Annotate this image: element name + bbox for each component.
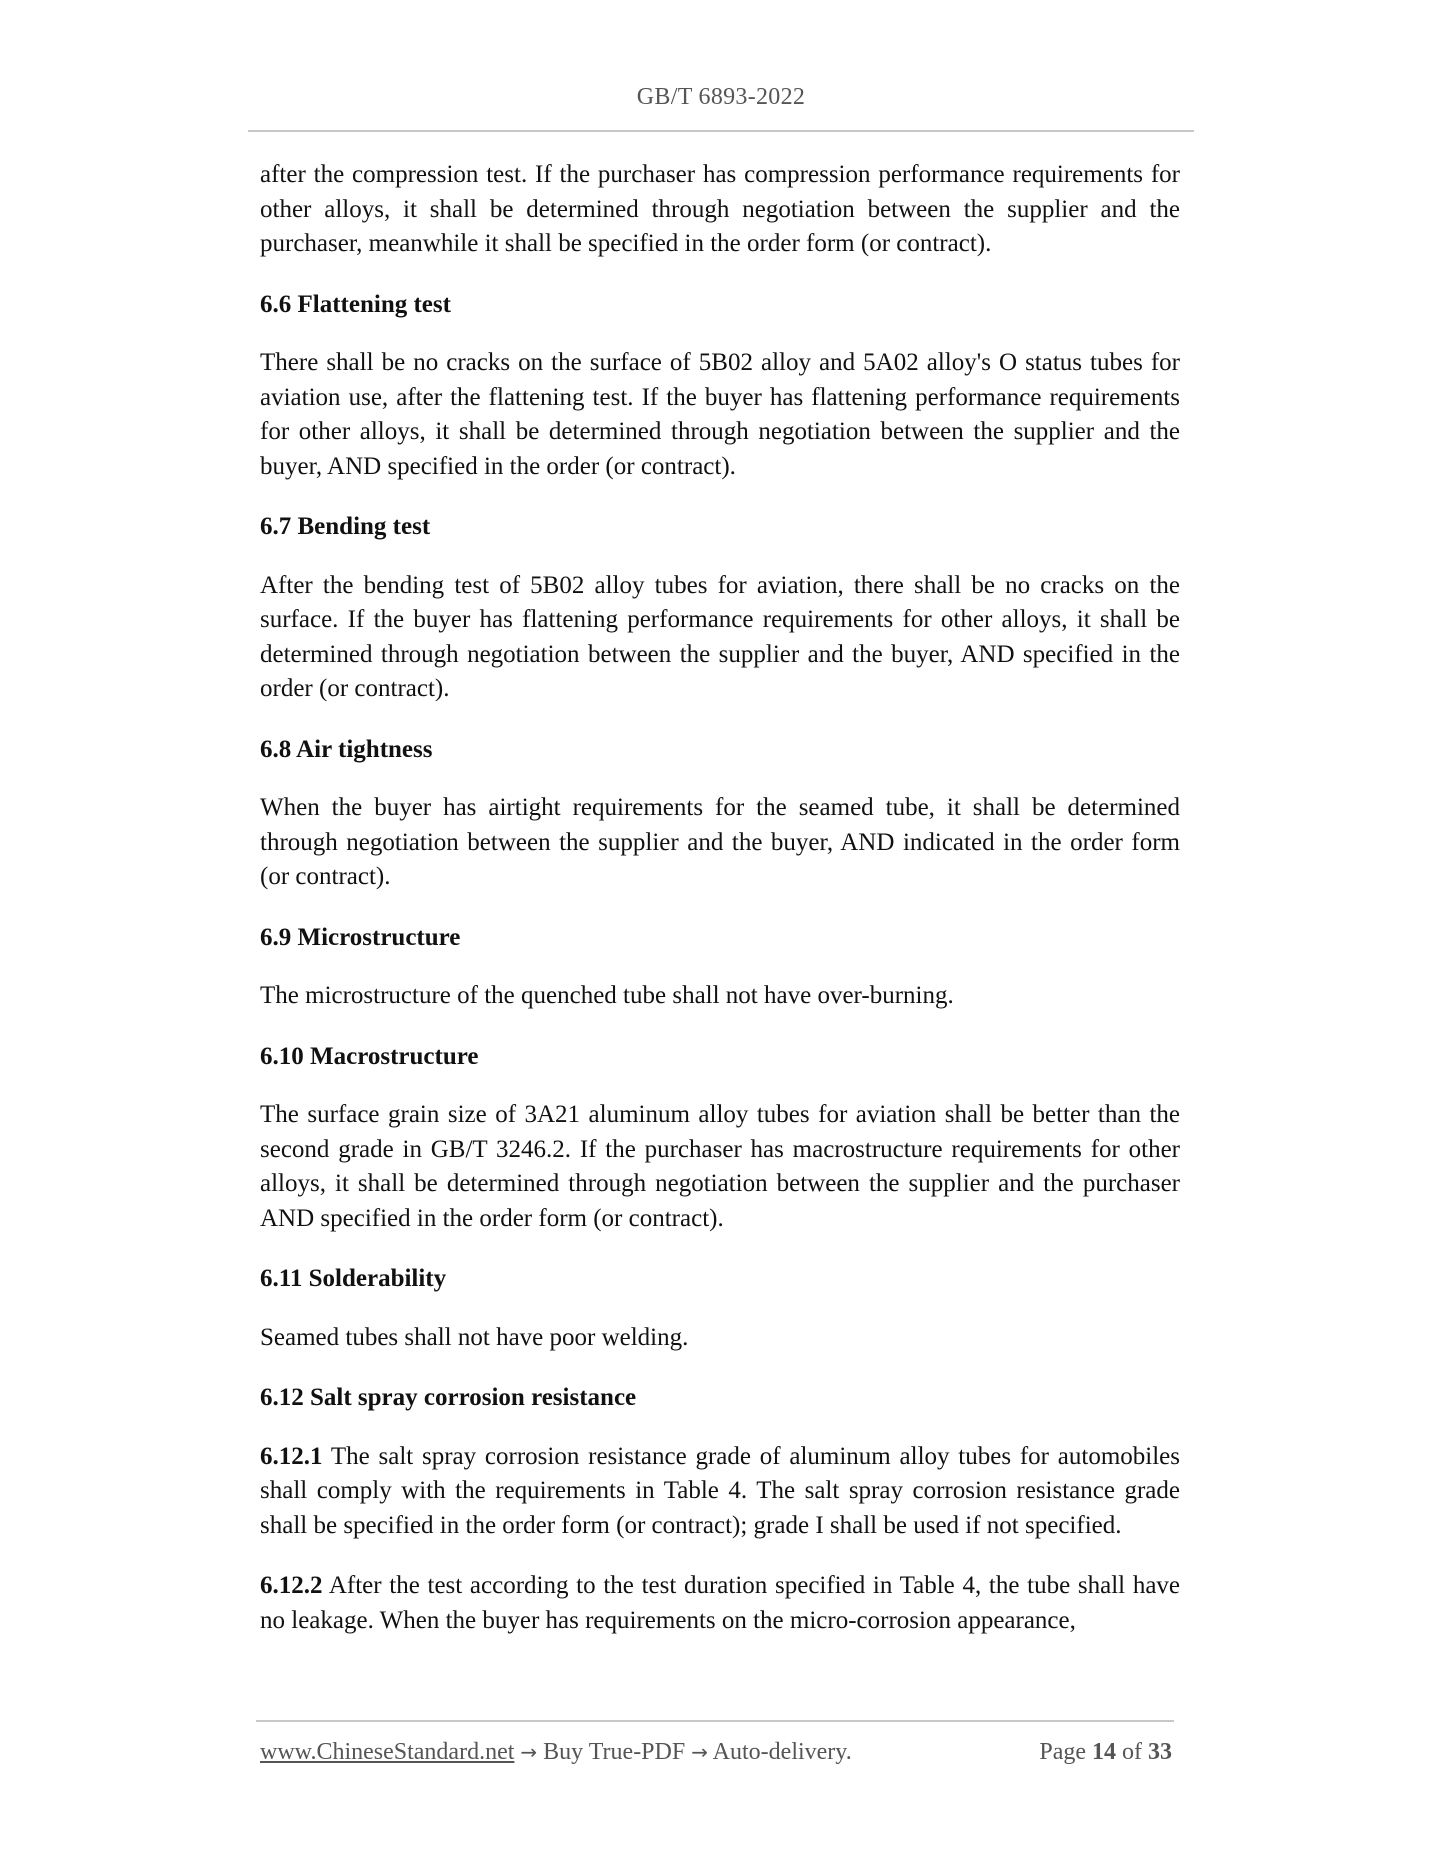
paragraph-6-6: There shall be no cracks on the surface of 5B02 alloy and 5A02 alloy's O status tubes for aviation use, after the flattening test. If the buyer has flattening performance requirements for other alloys, it shall be determined through negotiation between the supplier and the buyer, AND specified in the order (or contract). (260, 349, 1180, 480)
heading-6-8: 6.8 Air tightness (260, 735, 433, 763)
page-current: 14 (1092, 1739, 1116, 1765)
site-link[interactable]: www.ChineseStandard.net (260, 1739, 515, 1765)
buy-pdf-text: Buy True-PDF (543, 1739, 686, 1765)
clause-6-12-1-number: 6.12.1 (260, 1442, 323, 1470)
header-divider (248, 130, 1194, 132)
page-label: Page (1039, 1739, 1086, 1765)
arrow-right-icon: → (520, 1740, 538, 1764)
clause-6-12-1 (260, 1440, 1180, 1544)
paragraph-6-7: After the bending test of 5B02 alloy tubes for aviation, there shall be no cracks on the surface. If the buyer has flattening performance requirements for other alloys, it shall be determined through negotiation between the supplier and the buyer, AND specified in the order (or contract). (260, 571, 1180, 702)
page-header-standard-code: GB/T 6893-2022 (636, 84, 806, 110)
paragraph-6-8: When the buyer has airtight requirements for the seamed tube, it shall be determined through negotiation between the supplier and the buyer, AND indicated in the order form (or contract). (260, 794, 1180, 890)
clause-6-12-2-number: 6.12.2 (260, 1572, 323, 1599)
clause-6-12-2-text: After the test according to the test duration specified in Table 4, the tube shall have no leakage. When the buyer has requirements on the micro-corrosion appearance, (260, 1572, 1181, 1634)
clause-6-12-1-text: The salt spray corrosion resistance grade of aluminum alloy tubes for automobiles shall comply with the requirements in Table 4. The salt spray corrosion resistance grade shall be specified in the order form (or contract); grade I shall be used if not specified. (260, 1442, 1180, 1539)
clause-6-12-2 (260, 1569, 1180, 1638)
heading-6-10: 6.10 Macrostructure (260, 1042, 479, 1070)
heading-6-11: 6.11 Solderability (260, 1265, 447, 1292)
page-total: 33 (1148, 1739, 1172, 1765)
paragraph-6-11: Seamed tubes shall not have poor welding. (260, 1323, 689, 1351)
document-body (260, 158, 1180, 1664)
paragraph-continuation: after the compression test. If the purchaser has compression performance requirements for other alloys, it shall be determined through negotiation between the supplier and the purchaser, meanwhile it shall be specified in the order form (or contract). (260, 161, 1180, 257)
paragraph-6-9: The microstructure of the quenched tube shall not have over-burning. (260, 982, 954, 1009)
auto-delivery-text: Auto-delivery. (712, 1739, 852, 1765)
heading-6-12: 6.12 Salt spray corrosion resistance (260, 1384, 637, 1411)
page-of-label: of (1122, 1739, 1142, 1765)
heading-6-7: 6.7 Bending test (260, 513, 431, 540)
heading-6-9: 6.9 Microstructure (260, 923, 461, 951)
footer-promo (260, 1739, 852, 1766)
page-number (1039, 1739, 1172, 1766)
heading-6-6: 6.6 Flattening test (260, 290, 451, 318)
paragraph-6-10: The surface grain size of 3A21 aluminum alloy tubes for aviation shall be better than the second grade in GB/T 3246.2. If the purchaser has macrostructure requirements for other alloys, it shall be determined through negotiation between the supplier and the purchaser AND specified in the order form (or contract). (260, 1101, 1180, 1232)
arrow-right-icon: → (691, 1740, 708, 1764)
footer-divider (256, 1720, 1174, 1722)
